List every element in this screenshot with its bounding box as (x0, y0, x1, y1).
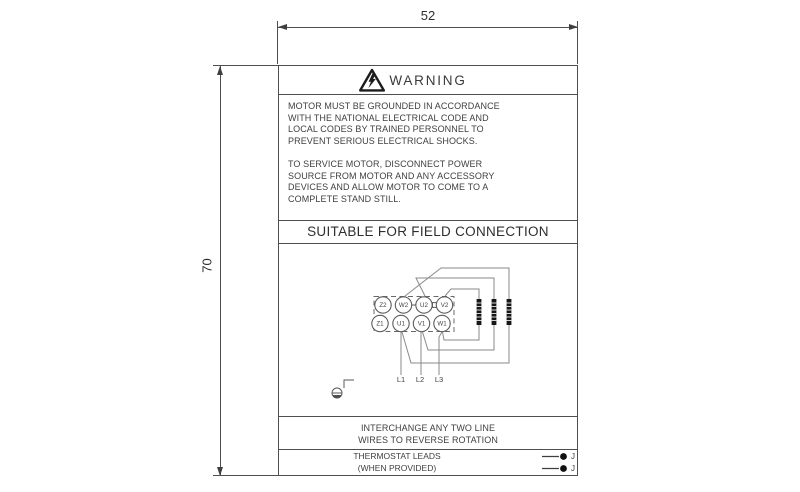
terminal-label: V2 (440, 302, 449, 310)
warning-header (279, 66, 577, 95)
supply-line-label-l1: L1 (396, 375, 406, 384)
text-line: WITH THE NATIONAL ELECTRICAL CODE AND (288, 112, 489, 123)
text-line: COMPLETE STAND STILL. (288, 193, 401, 204)
label-outline (278, 65, 578, 476)
extension-line (577, 21, 578, 64)
width-dimension-label: 52 (420, 8, 436, 23)
supply-line-label-l2: L2 (415, 375, 425, 384)
text-line: SOURCE FROM MOTOR AND ANY ACCESSORY (288, 170, 495, 181)
extension-line (277, 21, 278, 64)
terminal-label: U2 (420, 302, 428, 310)
height-dimension-line (220, 66, 221, 476)
text-line: TO SERVICE MOTOR, DISCONNECT POWER (288, 159, 483, 169)
extension-line (213, 65, 278, 66)
rotation-note-line1: INTERCHANGE ANY TWO LINE (360, 423, 496, 433)
thermostat-text (279, 451, 515, 474)
terminal-label: U1 (397, 320, 405, 328)
dimension-arrow-left-icon (278, 24, 287, 30)
thermostat-line2: (WHEN PROVIDED) (357, 462, 437, 473)
supply-line-labels (397, 375, 443, 384)
thermostat-lead (542, 464, 575, 473)
height-dimension-label: 70 (199, 258, 215, 273)
terminal-label: V1 (417, 320, 426, 328)
lead-label: J (571, 451, 575, 461)
text-line: MOTOR MUST BE GROUNDED IN ACCORDANCE (288, 101, 500, 111)
thermostat-lead (542, 452, 575, 461)
field-connection-banner: SUITABLE FOR FIELD CONNECTION (279, 221, 577, 244)
ground-symbol-icon (332, 380, 354, 398)
width-dimension-line (278, 27, 578, 28)
dimension-arrow-up-icon (217, 66, 223, 75)
text-line: PREVENT SERIOUS ELECTRICAL SHOCKS. (288, 135, 478, 146)
terminal-block (372, 297, 454, 332)
wiring-diagram-section (279, 244, 577, 417)
text-line: DEVICES AND ALLOW MOTOR TO COME TO A (288, 182, 489, 192)
supply-line-label-l3: L3 (434, 375, 444, 384)
extension-line (213, 475, 278, 476)
warning-text-section (279, 95, 577, 221)
terminal-label: Z2 (379, 302, 387, 310)
rotation-note-section (279, 417, 577, 450)
text-line: LOCAL CODES BY TRAINED PERSONNEL TO (288, 124, 484, 134)
warning-title: WARNING (389, 73, 467, 88)
lead-label: J (571, 463, 575, 473)
terminal-label: W2 (398, 302, 409, 310)
lead-wire-dot-icon (542, 464, 568, 473)
thermostat-line1: THERMOSTAT LEADS (353, 451, 441, 461)
rotation-note-line2: WIRES TO REVERSE ROTATION (358, 435, 498, 445)
wiring-diagram (279, 244, 578, 416)
lead-wire-dot-icon (542, 452, 568, 461)
warning-paragraph-2 (288, 159, 571, 205)
terminal-label: W1 (437, 320, 447, 328)
jumper-bars (477, 299, 512, 325)
terminal-label: Z1 (376, 320, 384, 328)
warning-paragraph-1 (288, 101, 571, 147)
thermostat-section (279, 450, 577, 475)
